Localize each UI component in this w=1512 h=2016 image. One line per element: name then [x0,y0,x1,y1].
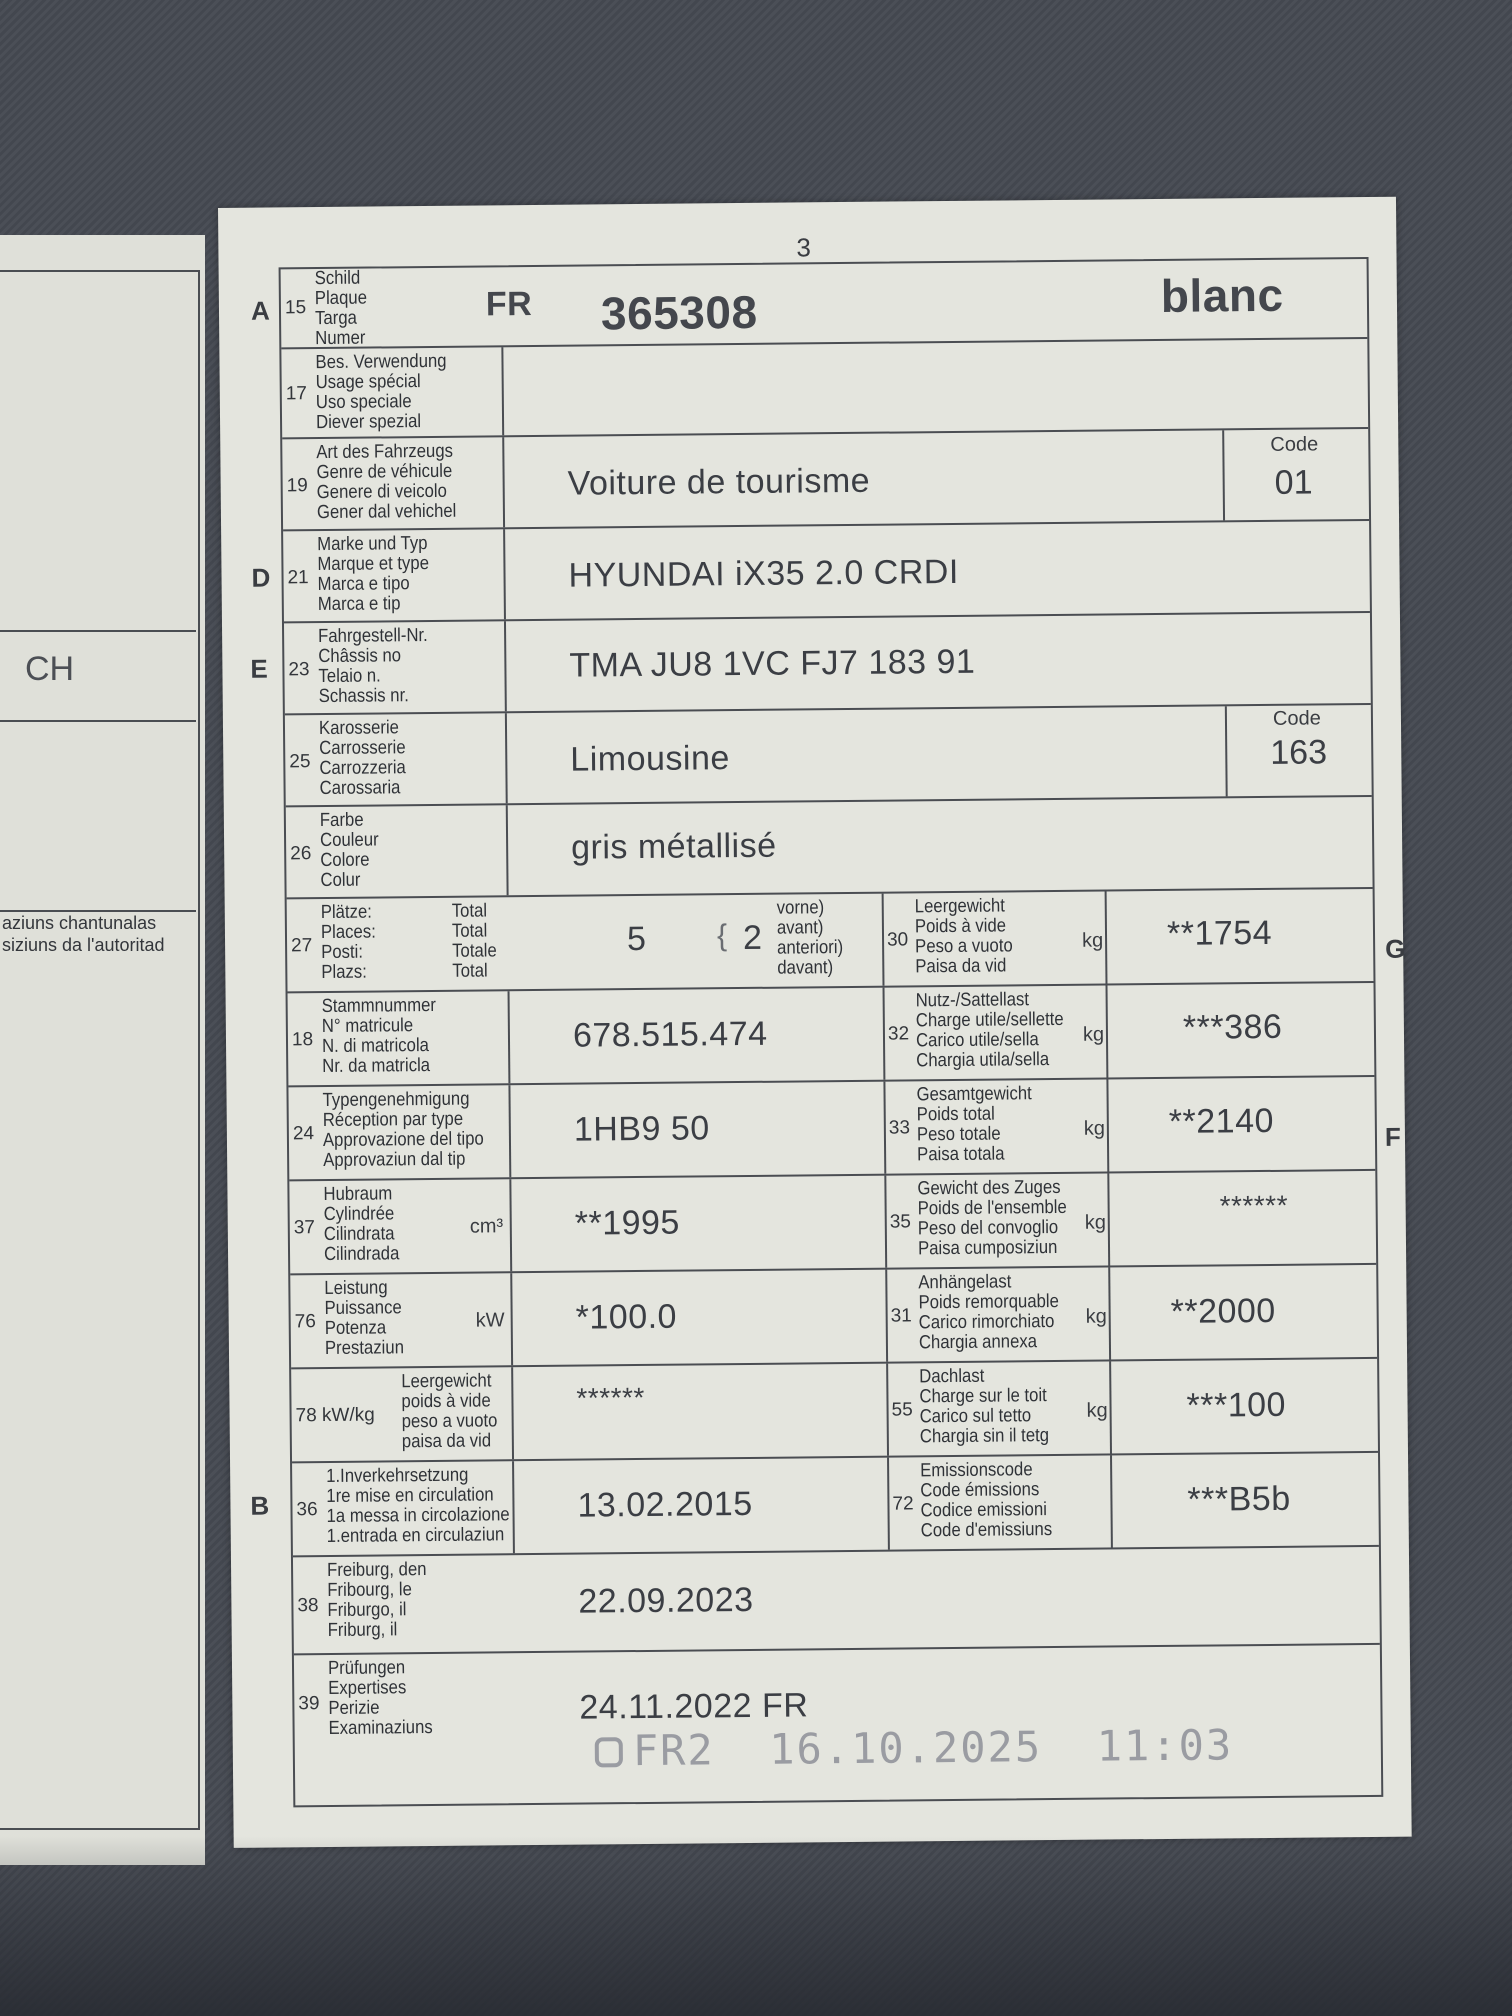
vehicle-type-code: 01 [1274,463,1313,502]
field-power-towing [290,1265,1377,1369]
field-label: Leergewicht poids à vide peso a vuoto paisa da vid [401,1370,498,1453]
field-make-model [283,521,1370,623]
issue-date: 22.09.2023 [578,1580,754,1621]
field-label: Art des Fahrzeugs Genre de véhicule Genere di veicolo Gener dal vehichel [316,440,457,524]
field-number: 72 [892,1493,914,1515]
field-seats-weight [287,889,1374,993]
field-number: 35 [889,1211,912,1233]
field-label: Typengenehmigung Réception par type Approvazione del tipo Approvaziun dal tip [322,1088,484,1172]
left-divider [0,720,196,722]
unit-label: kg [1086,1399,1108,1422]
field-body [285,705,1372,807]
field-number: 38 [297,1595,319,1617]
field-label: Prüfungen Expertises Perizie Examinaziuns [327,1657,433,1740]
vehicle-type: Voiture de tourisme [567,461,871,503]
field-label: Stammnummer N° matricule N. di matricola Nr. da matricla [321,994,437,1078]
field-matricule-payload [288,983,1375,1087]
roof-load: ***100 [1186,1385,1287,1425]
field-number: 36 [296,1499,318,1521]
inspection-date: 24.11.2022 FR [579,1686,809,1727]
field-type-approval-total-weight [288,1077,1375,1181]
plate-number: 365308 [600,285,758,340]
field-number: 39 [298,1693,320,1715]
field-label: Plätze: Places: Posti: Plazs: [320,901,376,984]
field-label: vorne) avant) anteriori) davant) [776,897,844,979]
field-label: Nutz-/Sattellast Charge utile/sellette Carico utile/sella Chargia utila/sella [915,989,1064,1072]
field-vehicle-type [282,429,1369,531]
unit-label: kg [1081,929,1104,952]
code-label: Code [1272,707,1321,730]
unit-label: kg [1083,1117,1106,1140]
field-number: 32 [887,1023,910,1045]
vehicle-registration-card [218,197,1412,1848]
field-label: Fahrgestell-Nr. Châssis no Telaio n. Schassis nr. [318,625,428,708]
field-displacement-train-weight [289,1171,1376,1275]
field-color [286,797,1373,899]
power-weight-ratio: ****** [576,1381,645,1414]
train-weight: ****** [1219,1189,1289,1222]
matricule-number: 678.515.474 [572,1014,768,1055]
field-label: Anhängelast Poids remorquable Carico rimorchiato Chargia annexa [918,1271,1059,1354]
brace: { [716,919,728,953]
field-number: 23 [288,659,310,681]
field-label: Gewicht des Zuges Poids de l'ensemble Peso del convoglio Paisa cumposiziun [917,1176,1067,1260]
field-label: Freiburg, den Fribourg, le Friburgo, il Friburg, il [326,1559,427,1642]
field-number: 26 [290,843,312,865]
field-number: 15 [284,297,307,319]
field-chassis [284,613,1371,715]
side-letter-f: F [1384,1121,1402,1152]
payload: ***386 [1182,1007,1283,1047]
field-label: Bes. Verwendung Usage spécial Uso speciale Diever spezial [315,350,447,434]
stamp-icon [595,1737,623,1767]
office-stamp: FR2 16.10.2025 11:03 [595,1720,1234,1775]
side-letter-a: A [250,295,270,326]
seats-total: 5 [626,919,647,959]
code-label: Code [1270,433,1319,456]
registration-form [279,257,1384,1807]
towing-capacity: **2000 [1170,1291,1276,1331]
field-label: Farbe Couleur Colore Colur [319,809,379,892]
unit-label: kW [475,1309,505,1332]
field-plate [281,259,1368,349]
field-number: 17 [285,383,308,405]
left-text-line: siziuns da l'autoritad [2,935,165,955]
unit-label: kg [1085,1305,1107,1328]
chassis-number: TMA JU8 1VC FJ7 183 91 [569,642,976,685]
field-label: Schild Plaque Targa Numer [314,267,368,350]
field-number: 27 [290,935,313,957]
field-issue-date [293,1547,1380,1655]
field-label: 1.Inverkehrsetzung 1re mise en circulation 1a messa in circolazione 1.entrada en circulaziun [326,1464,510,1548]
emission-code: ***B5b [1187,1479,1291,1519]
left-text-line: aziuns chantunalas [2,913,157,933]
field-label: Leistung Puissance Potenza Prestaziun [324,1277,405,1360]
left-page [0,235,205,1865]
displacement: **1995 [574,1203,681,1243]
vehicle-color: gris métallisé [570,826,777,867]
total-weight: **2140 [1168,1101,1275,1141]
country-code: CH [25,650,75,688]
field-number: 24 [292,1123,315,1145]
type-approval: 1HB9 50 [573,1109,710,1149]
empty-weight: **1754 [1166,913,1273,953]
body-code: 163 [1270,733,1328,772]
field-number: 18 [291,1029,314,1051]
canton: FR [485,284,533,324]
field-number: 78 kW/kg [295,1404,375,1427]
field-number: 19 [286,475,308,497]
side-letter-b: B [250,1490,270,1521]
field-number: 76 [294,1311,316,1333]
field-label: Marke und Typ Marque et type Marca e tipo Marca e tip [317,533,430,616]
field-label: Hubraum Cylindrée Cilindrata Cilindrada [323,1183,400,1266]
plate-color: blanc [1160,268,1284,322]
field-label: Gesamtgewicht Poids total Peso totale Paisa totala [916,1083,1032,1166]
field-number: 21 [287,567,309,589]
unit-label: kg [1082,1023,1105,1046]
field-number: 55 [891,1399,913,1421]
left-divider [0,630,196,632]
field-label: Karosserie Carrosserie Carrozzeria Carossaria [318,717,406,800]
left-page-frame [0,270,200,1830]
make-model: HYUNDAI iX35 2.0 CRDI [568,552,959,595]
side-letter-g: G [1385,933,1406,964]
unit-label: kg [1084,1211,1107,1234]
field-number: 25 [289,751,311,773]
body-type: Limousine [570,739,730,779]
seat-background [0,1836,1512,2016]
left-divider [0,910,196,912]
side-letter-d: D [251,562,271,593]
page-number: 3 [796,232,812,263]
unit-label: cm³ [469,1215,504,1238]
field-inspections [294,1645,1381,1805]
seats-front: 2 [742,918,763,957]
side-letter-e: E [250,653,268,684]
first-registration-date: 13.02.2015 [577,1484,753,1525]
field-special-use [281,339,1368,439]
field-label: Leergewicht Poids à vide Peso a vuoto Paisa da vid [914,895,1013,978]
field-first-registration-emissions [292,1453,1379,1557]
field-number: 30 [886,929,909,951]
field-label: Emissionscode Code émissions Codice emissioni Code d'emissiuns [920,1459,1053,1542]
field-label: Total Total Totale Total [451,900,497,982]
field-number: 33 [888,1117,911,1139]
field-number: 37 [293,1217,316,1239]
field-label: Dachlast Charge sur le toit Carico sul tetto Chargia sin il tetg [919,1365,1050,1448]
field-power-weight-roof [291,1359,1378,1463]
power: *100.0 [575,1297,678,1337]
field-number: 31 [890,1305,912,1327]
